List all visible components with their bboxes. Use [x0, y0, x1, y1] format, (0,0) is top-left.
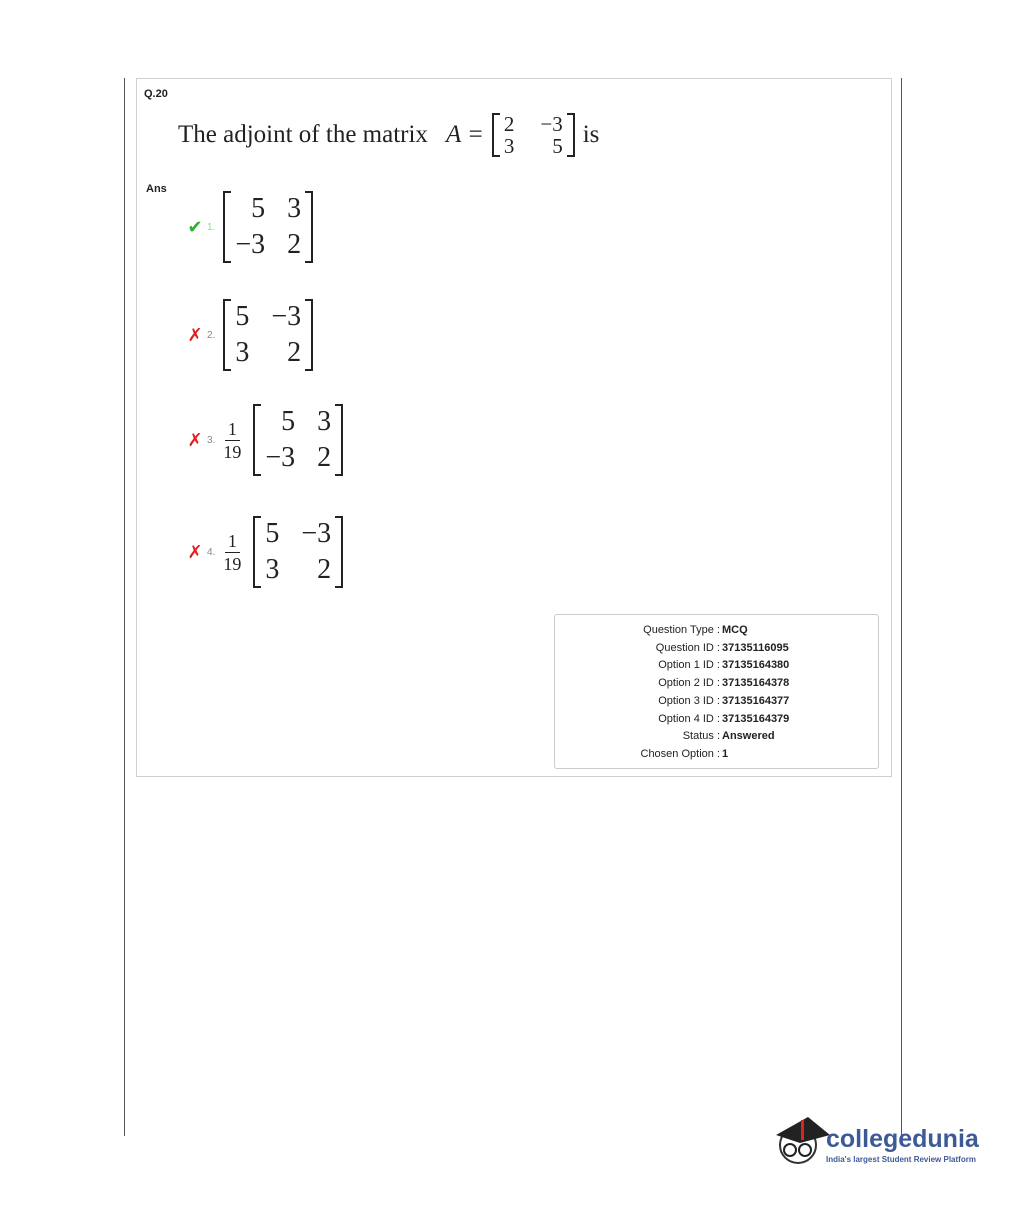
page-right-border [901, 78, 902, 1138]
option-matrix [223, 299, 313, 371]
info-label: Chosen Option : [640, 747, 720, 760]
fraction-denominator: 19 [223, 553, 242, 574]
fraction-denominator: 19 [223, 441, 242, 462]
info-label: Option 1 ID : [658, 659, 720, 672]
info-row [555, 677, 790, 690]
info-value: 1 [722, 747, 729, 760]
option-matrix [253, 516, 343, 588]
matrix-entry: 5 [265, 518, 280, 549]
info-row [555, 641, 789, 654]
fraction [223, 418, 241, 463]
info-row [555, 659, 790, 672]
info-label: Option 4 ID : [658, 712, 720, 725]
option-matrix [253, 404, 343, 476]
question-stem: The adjoint of the matrix [178, 121, 428, 148]
matrix-variable: A = [445, 121, 484, 148]
matrix-entry: −3 [235, 229, 266, 260]
svg-text:India's largest Student Review: India's largest Student Review Platform [826, 1155, 976, 1164]
matrix-entry: 2 [317, 554, 332, 585]
info-value: 37135164380 [722, 659, 790, 672]
info-value: 37135164377 [722, 694, 790, 707]
option-4[interactable] [185, 516, 343, 588]
matrix-entry: 3 [287, 193, 302, 224]
info-row [555, 624, 748, 636]
matrix-entry: 3 [265, 554, 280, 585]
info-value: Answered [722, 730, 775, 743]
info-label: Question Type : [643, 624, 720, 636]
info-value: 37135116095 [722, 641, 789, 654]
matrix-entry: 5 [235, 301, 250, 332]
question-number: Q.20 [144, 88, 168, 100]
matrix-entry: 5 [552, 134, 563, 158]
matrix-entry: −3 [540, 112, 563, 136]
page-left-border [124, 78, 125, 1136]
matrix-entry: 2 [503, 112, 515, 136]
matrix-entry: 2 [287, 337, 302, 368]
matrix-entry: 2 [317, 442, 332, 473]
cross-icon: ✗ [187, 541, 203, 562]
answer-label: Ans [146, 183, 167, 195]
matrix-entry: 5 [281, 406, 296, 437]
option-number: 1. [207, 221, 216, 233]
info-row [555, 747, 729, 760]
matrix-entry: 5 [251, 193, 266, 224]
matrix-entry: 3 [503, 134, 515, 158]
question-suffix: is [582, 121, 600, 148]
info-row [555, 712, 790, 725]
matrix-entry: 3 [317, 406, 332, 437]
question-card [136, 78, 892, 777]
option-number: 2. [207, 329, 216, 341]
cross-icon: ✗ [187, 429, 203, 450]
option-1[interactable] [185, 191, 313, 263]
info-label: Status : [682, 730, 720, 743]
fraction-numerator: 1 [225, 530, 240, 553]
info-label: Option 3 ID : [658, 694, 720, 707]
option-number: 4. [207, 546, 216, 558]
option-2[interactable] [185, 299, 313, 371]
question-text [178, 113, 599, 157]
option-number: 3. [207, 434, 216, 446]
collegedunia-logo [768, 1105, 998, 1180]
info-value: 37135164378 [722, 677, 790, 690]
fraction-numerator: 1 [225, 418, 240, 441]
matrix-entry: −3 [301, 518, 332, 549]
info-label: Question ID : [655, 641, 720, 654]
info-row [555, 730, 775, 743]
matrix-entry: −3 [265, 442, 296, 473]
option-matrix [223, 191, 313, 263]
option-3[interactable] [185, 404, 343, 476]
info-value: MCQ [722, 624, 748, 636]
info-row [555, 694, 790, 707]
cross-icon: ✗ [187, 324, 203, 345]
svg-text:collegedunia: collegedunia [826, 1125, 979, 1153]
matrix-entry: 2 [287, 229, 302, 260]
question-matrix [492, 113, 575, 157]
info-value: 37135164379 [722, 712, 790, 725]
matrix-entry: −3 [271, 301, 302, 332]
matrix-entry: 3 [235, 337, 250, 368]
fraction [223, 530, 241, 575]
check-icon: ✔ [187, 216, 203, 237]
question-info-panel [554, 614, 879, 769]
info-label: Option 2 ID : [658, 677, 720, 690]
